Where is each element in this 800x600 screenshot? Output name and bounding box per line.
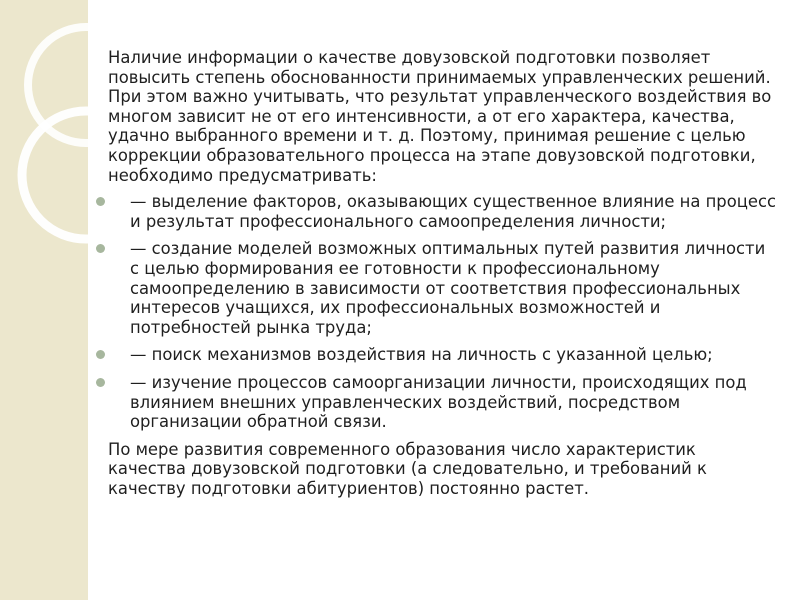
slide-content <box>108 48 776 498</box>
decorative-circles <box>0 0 88 600</box>
bullet-text: — поиск механизмов воздействия на личность с указанной целью; <box>130 345 713 365</box>
bullet-text: — создание моделей возможных оптимальных путей развития личности с целью формирования ее готовности к профессиональному самоопределению в зависимости от соответствия профессиональных интересов учащихся, их профессиональных возможностей и потребностей рынка труда; <box>130 239 766 337</box>
bullet-item <box>108 239 776 337</box>
closing-paragraph: По мере развития современного образования число характеристик качества довузовской подготовки (а следовательно, и требований к качеству подготовки абитуриентов) постоянно растет. <box>108 439 707 498</box>
bullet-item <box>108 345 776 365</box>
bullet-text: — изучение процессов самоорганизации личности, происходящих под влиянием внешних управленческих воздействий, посредством организации обратной связи. <box>130 372 747 432</box>
bullet-dot-icon <box>96 197 105 206</box>
bullet-item <box>108 373 776 432</box>
bullet-dot-icon <box>96 350 105 359</box>
bullet-dot-icon <box>96 378 105 387</box>
bullet-item <box>108 192 776 231</box>
bullet-dot-icon <box>96 244 105 253</box>
bullet-list <box>108 192 776 432</box>
decorative-side-panel <box>0 0 88 600</box>
intro-paragraph: Наличие информации о качестве довузовской подготовки позволяет повысить степень обоснованности принимаемых управленческих решений. При этом важно учитывать, что результат управленческого воздействия во многом зависит не от его интенсивности, а от его характера, качества, удачно выбранного времени и т. д. Поэтому, принимая решение с целью коррекции образовательного процесса на этапе довузовской подготовки, необходимо предусматривать: <box>108 48 772 185</box>
bullet-text: — выделение факторов, оказывающих существенное влияние на процесс и результат профессионального самоопределения личности; <box>130 192 777 231</box>
